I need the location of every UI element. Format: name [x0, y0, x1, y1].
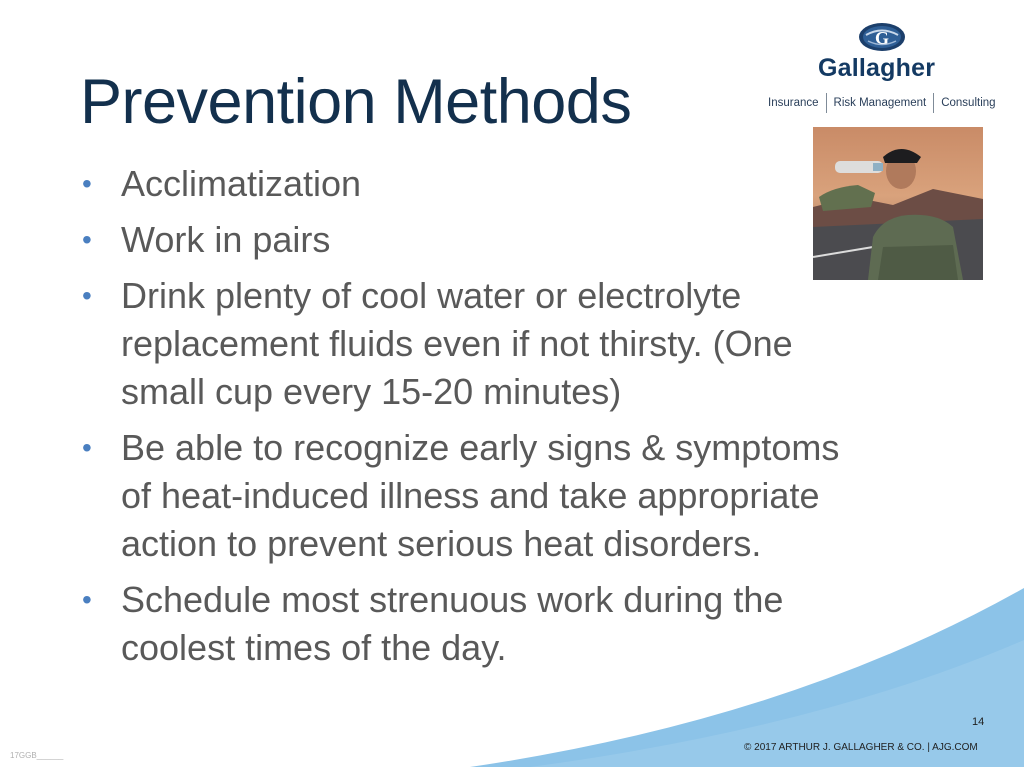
- bullet-dot: •: [82, 584, 92, 615]
- bullet-text: Work in pairs: [121, 219, 331, 260]
- bullet-list: [78, 160, 878, 680]
- bullet-text: Schedule most strenuous work during the coolest times of the day.: [121, 579, 784, 668]
- page-number: 14: [972, 716, 985, 728]
- list-item: [78, 272, 878, 416]
- bullet-dot: •: [82, 280, 92, 311]
- copyright-footer: © 2017 ARTHUR J. GALLAGHER & CO. | AJG.COM: [744, 742, 978, 753]
- logo-name: Gallagher: [818, 54, 936, 82]
- globe-icon: [858, 22, 906, 52]
- logo-tag-insurance: Insurance: [768, 97, 819, 109]
- list-item: [78, 576, 878, 672]
- bullet-dot: •: [82, 168, 92, 199]
- slide-title: Prevention Methods: [80, 67, 632, 137]
- bullet-dot: •: [82, 432, 92, 463]
- bullet-text: Drink plenty of cool water or electrolyte replacement fluids even if not thirsty. (One small cup every 15-20 minutes): [121, 275, 793, 412]
- bullet-text: Be able to recognize early signs & symptoms of heat-induced illness and take appropriate action to prevent serious heat disorders.: [121, 427, 840, 564]
- divider: [933, 93, 934, 113]
- svg-text:G: G: [874, 28, 890, 48]
- divider: [826, 93, 827, 113]
- list-item: [78, 160, 878, 208]
- logo-tag-risk-management: Risk Management: [833, 97, 927, 109]
- slide-code: 17GGB______: [10, 751, 64, 760]
- bullet-text: Acclimatization: [121, 163, 362, 204]
- list-item: [78, 424, 878, 568]
- logo-tag-consulting: Consulting: [941, 97, 996, 109]
- bullet-dot: •: [82, 224, 92, 255]
- list-item: [78, 216, 878, 264]
- logo-tagline: [768, 93, 996, 113]
